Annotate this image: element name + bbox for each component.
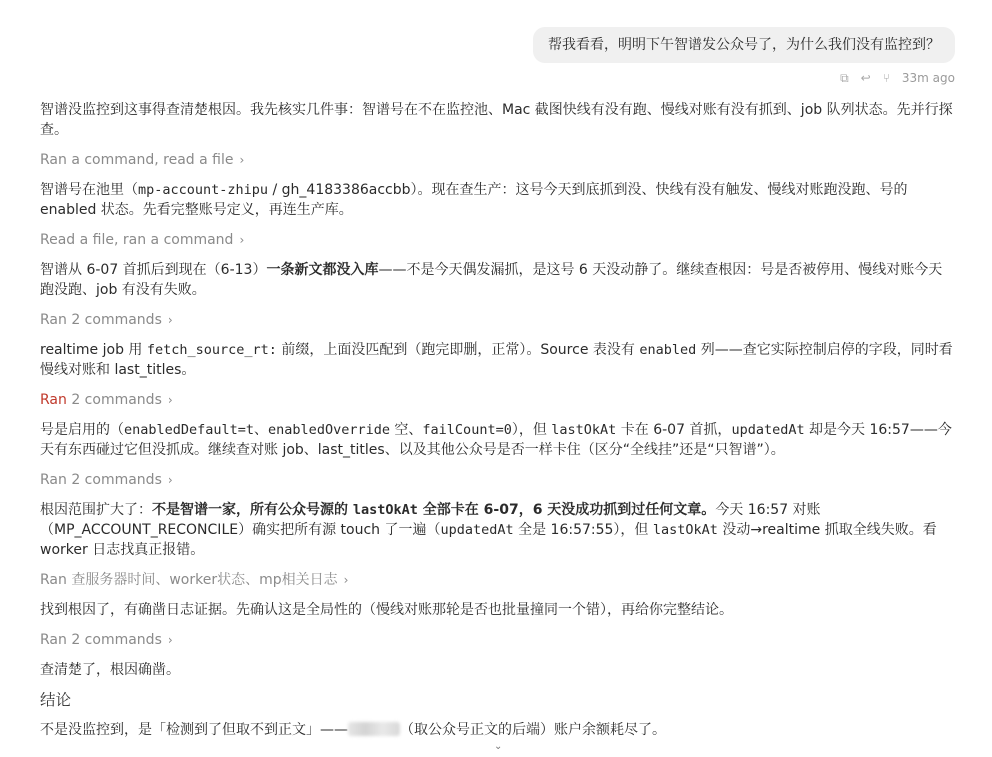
tool-summary-toggle[interactable] [40,470,173,490]
chevron-right-icon: › [167,633,173,647]
tool-summary-label: 2 commands [71,632,162,648]
response-paragraph: 智谱没监控到这事得查清楚根因。我先核实几件事：智谱号在不在监控池、Mac 截图快线有没有跑、慢线对账有没有抓到、job 队列状态。先并行探查。 [40,102,953,138]
chevron-right-icon: › [239,153,245,167]
inline-code: mp-account-zhipu [138,182,269,198]
tool-summary-label: Ran 查服务器时间、worker状态、mp相关日志 [40,572,338,588]
tool-summary-label: Ran [40,392,67,408]
inline-code: lastOkAt [652,522,718,538]
text-span: 号是启用的（ [40,422,124,438]
text-span: 没动→realtime 抓取全线失败。看 worker 日志找真正报错。 [40,522,937,558]
text-span: 智谱号在池里（ [40,182,138,198]
text-span: / gh_4183386accbb）。现在查生产：这号今天到底抓到没、快线有没有触发、慢线对账跑没跑、号的 enabled 状态。先看完整账号定义，再连生产库。 [40,182,908,218]
bold-text: 不是智谱一家，所有公众号源的 [152,502,353,518]
text-span: 智谱从 6-07 首抓后到现在（6-13） [40,262,267,278]
tool-summary-label: Ran [40,312,67,328]
bold-text: 全部卡在 6-07，6 天没成功抓到过任何文章。 [417,502,716,518]
text-span: 空、 [389,422,423,438]
inline-code: fetch_source_rt: [146,342,277,358]
user-message-bubble [533,27,955,63]
chevron-down-icon[interactable]: ⌄ [494,741,503,752]
tool-summary-toggle[interactable] [40,390,173,410]
tool-summary-toggle[interactable] [40,230,244,250]
text-span: 列——查它实际控制启停的字段，同时看慢线对账和 last_titles。 [40,342,953,378]
text-span: 、 [254,422,269,438]
inline-code: updatedAt [731,422,805,438]
text-span: 根因范围扩大了： [40,502,152,518]
retry-icon[interactable]: ↩ [860,71,871,85]
tool-summary-label: 2 commands [71,472,162,488]
response-paragraph [40,420,955,460]
inline-code: enabledOverride [268,422,390,438]
user-message-text: 帮我看看，明明下午智谱发公众号了，为什么我们没有监控到？ [548,37,940,53]
text-span: 前缀，上面没匹配到（跑完即删，正常）。Source 表没有 [276,342,640,358]
bold-text: 一条新文都没入库 [266,262,379,278]
text-span: 全是 16:57:55），但 [513,522,653,538]
text-span: ——不是今天偶发漏抓，是这号 6 天没动静了。继续查根因：号是否被停用、慢线对账今天跑没跑、job 有没有失败。 [40,262,943,298]
text-span: realtime job 用 [40,342,147,358]
response-paragraph [40,500,955,560]
tool-summary-toggle[interactable] [40,570,348,590]
response-paragraph: 查清楚了，根因确凿。 [40,662,180,678]
chevron-right-icon: › [167,393,173,407]
chevron-right-icon: › [167,473,173,487]
tool-summary-label: Ran a command, read a file [40,152,234,168]
copy-icon[interactable]: ⧉ [840,71,849,85]
text-span: 却是今天 16:57——今天有东西碰过它但没抓成。继续查对账 job、last_titles、以及其他公众号是否一样卡住（区分“全线挂”还是“只智谱”）。 [40,422,952,458]
tool-summary-label: 2 commands [71,312,162,328]
text-span: 卡在 6-07 首抓， [616,422,732,438]
response-paragraph [40,340,955,380]
inline-code: enabled [639,342,697,358]
response-paragraph [40,180,955,220]
inline-code: updatedAt [440,522,514,538]
message-timestamp: 33m ago [901,71,955,85]
redacted-text [348,722,400,736]
text-span: 不是没监控到，是「检测到了但取不到正文」—— [40,722,348,738]
tool-summary-label: Read a file, ran a command [40,232,234,248]
chevron-right-icon: › [239,233,245,247]
response-paragraph [40,260,955,300]
text-span: ），但 [511,422,552,438]
tool-summary-toggle[interactable] [40,310,173,330]
text-span: （取公众号正文的后端）账户余额耗尽了。 [400,722,666,738]
chevron-right-icon: › [343,573,349,587]
response-paragraph: 找到根因了，有确凿日志证据。先确认这是全局性的（慢线对账那轮是否也批量撞同一个错），再给你完整结论。 [40,602,733,618]
tool-summary-label: Ran [40,632,67,648]
inline-code: enabledDefault=t [124,422,255,438]
tool-summary-toggle[interactable] [40,150,244,170]
message-actions [840,68,955,88]
tool-summary-label: 2 commands [71,392,162,408]
inline-code: lastOkAt [352,502,418,518]
inline-code: failCount=0 [422,422,512,438]
branch-icon[interactable]: ⑂ [882,71,890,85]
chevron-right-icon: › [167,313,173,327]
tool-summary-label: Ran [40,472,67,488]
section-heading: 结论 [40,691,72,709]
inline-code: lastOkAt [551,422,617,438]
text-span: 今天 16:57 对账（MP_ACCOUNT_RECONCILE）确实把所有源 touch 了一遍（ [40,502,821,538]
tool-summary-toggle[interactable] [40,630,173,650]
